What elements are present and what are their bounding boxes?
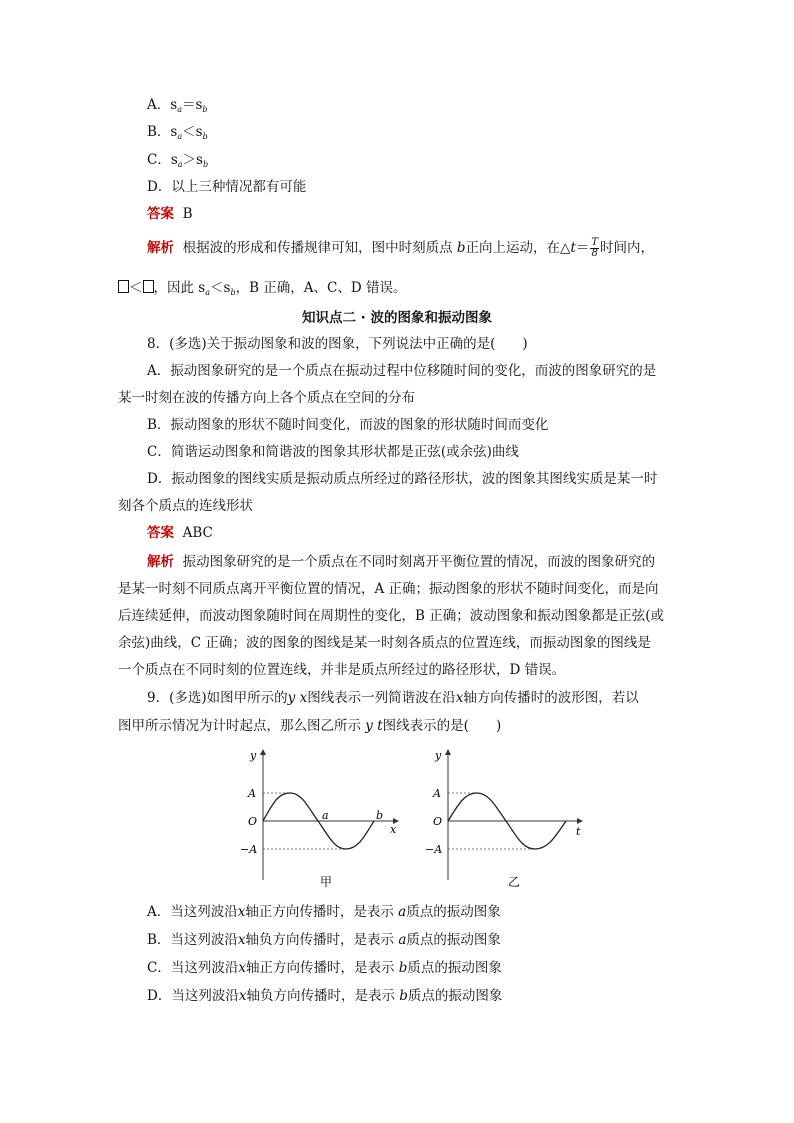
analysis-label: 解析 — [147, 554, 174, 570]
analysis-label: 解析 — [147, 240, 174, 256]
answer-label: 答案 — [147, 525, 174, 541]
q9-stem-1: 9．(多选)如图甲所示的y x图线表示一列简谐波在沿x轴方向传播时的波形图，若以 — [147, 690, 639, 706]
q9-option-a: A．当这列波沿x轴正方向传播时，是表示 a质点的振动图象 — [147, 904, 501, 920]
q7-option-b: B．$s_a<s_b$ — [147, 124, 208, 141]
figure-caption-jia: 甲 — [320, 875, 333, 889]
q9-stem-2: 图甲所示情况为计时起点，那么图乙所示 y t图线表示的是( ) — [118, 718, 502, 734]
tick-label-a: A — [433, 787, 441, 800]
axis-label-x: x — [390, 823, 397, 836]
q9-option-d: D．当这列波沿x轴负方向传播时，是表示 b质点的振动图象 — [147, 988, 503, 1004]
origin-label: O — [433, 815, 443, 828]
origin-label: O — [248, 815, 258, 828]
q8-analysis-2: 是某一时刻不同质点离开平衡位置的情况，A 正确；振动图象的形状不随时间变化，而是向 — [118, 581, 659, 597]
figure-caption-yi: 乙 — [508, 875, 521, 889]
q7-option-a: A．$s_a=s_b$ — [147, 97, 208, 114]
axis-label-y: y — [435, 749, 442, 762]
tick-label-a: A — [248, 787, 256, 800]
q7-option-d: D．以上三种情况都有可能 — [147, 179, 307, 195]
tick-label-neg-a: −A — [240, 843, 258, 856]
section-heading: 知识点二 · 波的图象和振动图象 — [301, 310, 493, 326]
q8-analysis-1: 解析 振动图象研究的是一个质点在不同时刻离开平衡位置的情况，而波的图象研究的 — [147, 554, 656, 570]
answer-label: 答案 — [147, 206, 174, 222]
q7-analysis-line-1: 解析 根据波的形成和传播规律可知，图中时刻质点 b正向上运动，在△t＝ $\frac{T}{8}$ 时间内， — [147, 237, 655, 259]
point-label-b: b — [376, 809, 384, 822]
q7-analysis-line-2: ＜ ，因此 $s_a<s_b$，B 正确，A、C、D 错误。 — [118, 278, 406, 303]
tick-label-neg-a: −A — [425, 843, 443, 856]
placeholder-box-icon — [118, 280, 129, 293]
q8-option-b: B．振动图象的形状不随时间变化，而波的图象的形状随时间而变化 — [147, 417, 549, 433]
placeholder-box-icon — [143, 280, 154, 293]
q8-option-a-1: A．振动图象研究的是一个质点在振动过程中位移随时间的变化，而波的图象研究的是 — [147, 363, 657, 379]
q7-option-c: C．$s_a>s_b$ — [147, 152, 209, 169]
axis-label-t: t — [576, 825, 581, 838]
q9-option-b: B．当这列波沿x轴负方向传播时，是表示 a质点的振动图象 — [147, 932, 501, 948]
fraction-t-over-8: $\frac{T}{8}$ — [591, 237, 599, 259]
point-label-a: a — [322, 809, 329, 822]
q8-analysis-4: 余弦)曲线，C 正确；波的图象的图线是某一时刻各质点的位置连线，而振动图象的图线是 — [118, 635, 651, 651]
wave-figures — [230, 745, 600, 890]
figure-yi — [425, 749, 582, 889]
axis-label-y: y — [250, 749, 257, 762]
figure-jia — [240, 749, 398, 889]
q9-option-c: C．当这列波沿x轴正方向传播时，是表示 b质点的振动图象 — [147, 960, 502, 976]
q8-option-d-1: D．振动图象的图线实质是振动质点所经过的路径形状，波的图象其图线实质是某一时 — [147, 471, 658, 487]
q8-option-a-2: 某一时刻在波的传播方向上各个质点在空间的分布 — [118, 390, 415, 406]
q8-option-c: C．简谐运动图象和简谐波的图象其形状都是正弦(或余弦)曲线 — [147, 444, 519, 460]
q8-stem: 8．(多选)关于振动图象和波的图象，下列说法中正确的是( ) — [147, 336, 528, 352]
q7-answer: 答案 B — [147, 206, 193, 222]
q8-analysis-3: 后连续延伸，而波动图象随时间在周期性的变化，B 正确；波动图象和振动图象都是正弦(或 — [118, 608, 664, 624]
q8-analysis-5: 一个质点在不同时刻的位置连线，并非是质点所经过的路径形状，D 错误。 — [118, 662, 566, 678]
q8-option-d-2: 刻各个质点的连线形状 — [118, 498, 253, 514]
q8-answer: 答案 ABC — [147, 525, 213, 541]
